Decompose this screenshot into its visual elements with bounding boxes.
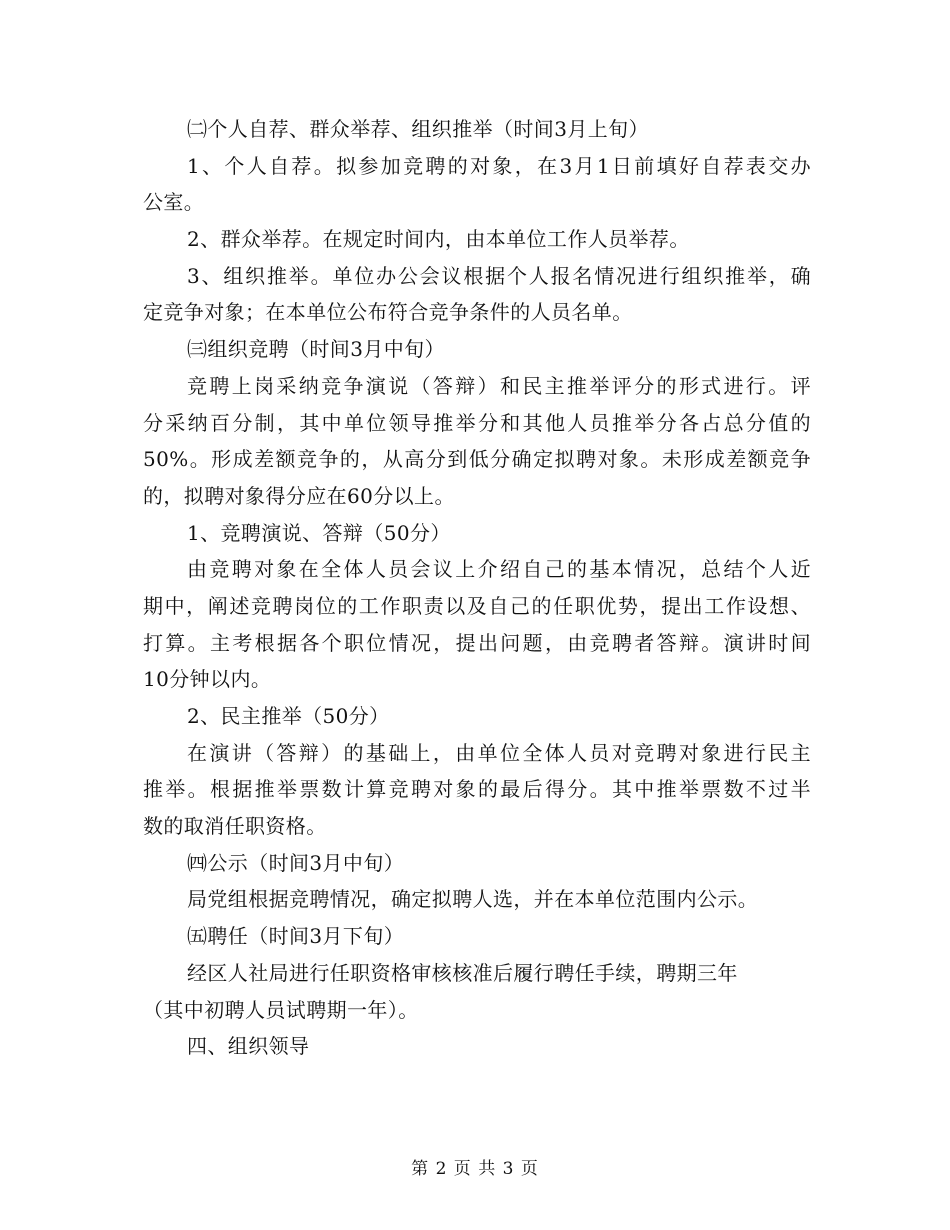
paragraph-competition-scoring (143, 368, 811, 515)
text-line: ㈤聘任（时间3月下旬） (187, 924, 405, 949)
paragraph-appointment-details (143, 955, 811, 1028)
section-four-heading (143, 1028, 811, 1065)
paragraph-appointment-heading (143, 918, 811, 955)
text-line: 1、竞聘演说、答辩（50分） (187, 520, 451, 545)
text-line: ㈡个人自荐、群众举荐、组织推举（时间3月上旬） (187, 117, 649, 141)
paragraph-organize-competition-heading (143, 331, 811, 368)
text-line: 经区人社局进行任职资格审核核准后履行聘任手续，聘期三年 (187, 960, 738, 985)
text-line: （其中初聘人员试聘期一年）。 (143, 997, 419, 1022)
text-line: 数的取消任职资格。 (143, 814, 327, 839)
text-line: 3、组织推举。单位办公会议根据个人报名情况进行组织推举，确 (187, 263, 811, 288)
text-line: 2、民主推举（50分） (187, 704, 390, 728)
text-line: 50%。形成差额竞争的，从高分到低分确定拟聘对象。未形成差额竞争 (143, 447, 811, 472)
text-line: 1、个人自荐。拟参加竞聘的对象，在3月1日前填好自荐表交办 (187, 153, 811, 178)
paragraph-personal-recommendation-heading (143, 111, 811, 148)
text-line: 打算。主考根据各个职位情况，提出问题，由竞聘者答辩。演讲时间 (143, 630, 811, 655)
text-line: 期中，阐述竞聘岗位的工作职责以及自己的任职优势，提出工作设想、 (143, 593, 811, 618)
paragraph-speech-heading (143, 515, 811, 552)
text-line: 公室。 (143, 190, 205, 215)
text-line: 分采纳百分制，其中单位领导推举分和其他人员推举分各占总分值的 (143, 410, 811, 435)
paragraph-publicity-heading (143, 845, 811, 882)
text-line: ㈣公示（时间3月中旬） (187, 850, 405, 875)
paragraph-democratic-details (143, 735, 811, 845)
page-number-footer: 第 2 页 共 3 页 (411, 1159, 539, 1179)
text-line: 定竞争对象；在本单位公布符合竞争条件的人员名单。 (143, 300, 633, 325)
text-line: 10分钟以内。 (143, 667, 272, 692)
text-line: 在演讲（答辩）的基础上，由单位全体人员对竞聘对象进行民主 (187, 740, 811, 765)
paragraph-democratic-heading (143, 698, 811, 735)
text-line: 竞聘上岗采纳竞争演说（答辩）和民主推举评分的形式进行。评 (187, 373, 811, 398)
text-line: 局党组根据竞聘情况，确定拟聘人选，并在本单位范围内公示。 (187, 887, 759, 912)
paragraph-speech-details (143, 551, 811, 698)
paragraph-publicity-details (143, 881, 811, 918)
text-line: ㈢组织竞聘（时间3月中旬） (187, 337, 445, 362)
text-line: 2、群众举荐。在规定时间内，由本单位工作人员举荐。 (187, 227, 690, 252)
text-line: 的，拟聘对象得分应在60分以上。 (143, 483, 455, 508)
paragraph-mass-recommendation (143, 221, 811, 258)
paragraph-organization-recommendation (143, 258, 811, 331)
document-body (143, 111, 811, 1065)
text-line: 四、组织领导 (187, 1034, 310, 1059)
paragraph-self-recommendation (143, 148, 811, 221)
text-line: 推举。根据推举票数计算竞聘对象的最后得分。其中推举票数不过半 (143, 777, 811, 802)
text-line: 由竞聘对象在全体人员会议上介绍自己的基本情况，总结个人近 (187, 557, 811, 582)
